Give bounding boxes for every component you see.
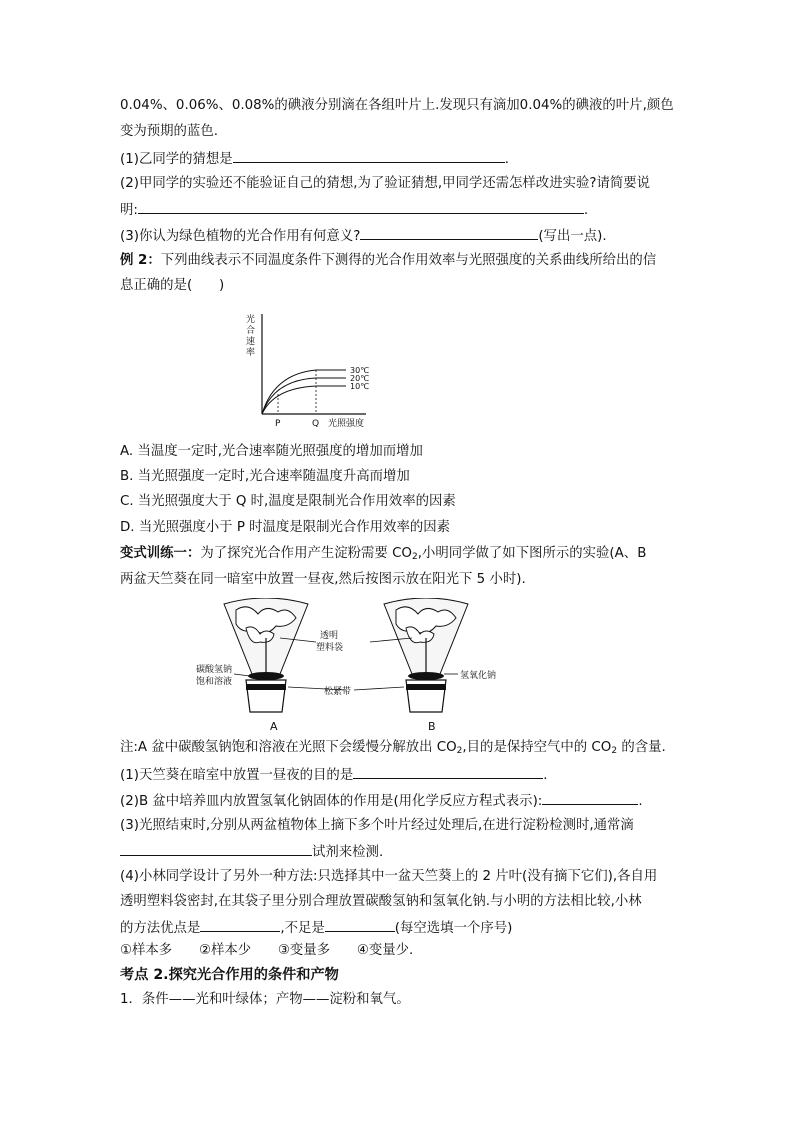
question-text: (2)B 盆中培养皿内放置氢氧化钠固体的作用是(用化学反应方程式表示): <box>120 794 543 809</box>
option-b[interactable]: B. 当光照强度一定时,光合速率随温度升高而增加 <box>120 469 410 484</box>
subscript: 2 <box>456 746 463 756</box>
note-line <box>120 738 666 761</box>
paragraph-line: 变为预期的蓝色. <box>120 124 218 139</box>
variant-label: 变式训练一： <box>120 546 201 561</box>
variant-question-4-line2: 透明塑料袋密封,在其袋子里分别合理放置碳酸氢钠和氢氧化钠.与小明的方法相比较,小林 <box>120 894 642 909</box>
option-a[interactable]: A. 当温度一定时,光合速率随光照强度的增加而增加 <box>120 444 423 459</box>
dish-a <box>248 672 284 680</box>
variant-question-3-line1: (3)光照结束时,分别从两盆植物体上摘下多个叶片经过处理后,在进行淀粉检测时,通常滴 <box>120 818 634 833</box>
answer-blank[interactable] <box>325 917 395 932</box>
question-text: (每空选填一个序号) <box>394 921 513 936</box>
solution-label-2: 饱和溶液 <box>196 677 233 687</box>
variant-question-3-line2 <box>120 841 383 863</box>
subscript: 2 <box>411 552 418 562</box>
label-20c: 20℃ <box>350 374 370 383</box>
light-intensity-chart <box>240 308 370 434</box>
seal-band-a <box>246 684 286 690</box>
question-2-line2 <box>120 199 588 221</box>
paragraph-line: 0.04%、0.06%、0.08%的碘液分别滴在各组叶片上.发现只有滴加0.04%的碘液的叶片,颜色 <box>120 98 674 113</box>
question-1-text: (1)乙同学的猜想是 <box>120 152 233 167</box>
answer-blank[interactable] <box>200 917 280 932</box>
y-axis-label-char: 合 <box>246 326 256 336</box>
question-text: 的方法优点是 <box>120 921 201 936</box>
q-label: Q <box>312 419 320 429</box>
punct: . <box>504 152 509 167</box>
label-30c: 30℃ <box>350 366 370 375</box>
y-axis-label-char: 速 <box>246 337 256 347</box>
question-2-line1: (2)甲同学的实验还不能验证自己的猜想,为了验证猜想,甲同学还需怎样改进实验?请简要说 <box>120 176 651 191</box>
leader-solution <box>234 674 250 676</box>
y-axis-label-char: 光 <box>246 315 256 325</box>
variant-question-2 <box>120 790 643 812</box>
variant-line2: 两盆天竺葵在同一暗室中放置一昼夜,然后按图示放在阳光下 5 小时). <box>120 572 526 587</box>
answer-choices: ①样本多 ②样本少 ③变量多 ④变量少. <box>120 943 414 958</box>
punct: (写出一点). <box>538 229 607 244</box>
answer-blank[interactable] <box>120 841 312 856</box>
pot-b-label: B <box>428 720 436 733</box>
example-text: 下列曲线表示不同温度条件下测得的光合作用效率与光照强度的关系曲线所给出的信 <box>160 253 657 268</box>
bag-label-2: 塑料袋 <box>316 643 344 653</box>
question-text: ,不足是 <box>280 921 325 936</box>
variant-question-1 <box>120 764 547 786</box>
question-text: (1)天竺葵在暗室中放置一昼夜的目的是 <box>120 768 354 783</box>
note-text: 注:A 盆中碳酸氢钠饱和溶液在光照下会缓慢分解放出 CO <box>120 740 457 755</box>
answer-blank[interactable] <box>138 199 584 214</box>
question-3 <box>120 225 607 247</box>
curve-20c <box>262 378 346 414</box>
variant-question-4-line1: (4)小林同学设计了另外一种方法:只选择其中一盆天竺葵上的 2 片叶(没有摘下它们),各自用 <box>120 869 658 884</box>
question-2-text: 明: <box>120 203 138 218</box>
leader-seal-b <box>354 687 404 690</box>
answer-blank[interactable] <box>360 225 538 240</box>
subscript: 2 <box>611 746 618 756</box>
seal-band-b <box>406 684 446 690</box>
note-text: ,目的是保持空气中的 CO <box>462 740 612 755</box>
variant-question-4-line3 <box>120 917 512 939</box>
section-heading: 考点 2.探究光合作用的条件和产物 <box>120 967 339 983</box>
answer-blank[interactable] <box>542 790 638 805</box>
question-1 <box>120 148 509 170</box>
punct: . <box>543 768 548 783</box>
x-axis-label: 光照强度 <box>328 419 365 429</box>
answer-blank[interactable] <box>233 148 505 163</box>
plant-experiment-figure <box>196 598 516 736</box>
p-label: P <box>275 419 281 429</box>
variant-text: ,小明同学做了如下图所示的实验(A、B <box>417 546 647 561</box>
variant-line1 <box>120 544 646 567</box>
note-text: 的含量. <box>617 740 666 755</box>
y-axis-label-char: 率 <box>246 348 256 358</box>
pot-a-label: A <box>270 720 278 733</box>
question-text: 试剂来检测. <box>312 845 384 860</box>
option-c[interactable]: C. 当光照强度大于 Q 时,温度是限制光合作用效率的因素 <box>120 494 456 509</box>
option-d[interactable]: D. 当光照强度小于 P 时温度是限制光合作用效率的因素 <box>120 520 451 535</box>
question-3-text: (3)你认为绿色植物的光合作用有何意义? <box>120 229 361 244</box>
variant-text: 为了探究光合作用产生淀粉需要 CO <box>200 546 412 561</box>
curve-30c <box>262 370 346 414</box>
label-10c: 10℃ <box>350 382 370 391</box>
naoh-label: 氢氧化钠 <box>460 671 497 681</box>
answer-blank[interactable] <box>353 764 543 779</box>
seal-label: 松紧带 <box>324 687 352 697</box>
dish-b <box>408 672 444 680</box>
solution-label: 碳酸氢钠 <box>196 665 233 675</box>
section-item-1: 1．条件——光和叶绿体；产物——淀粉和氧气。 <box>120 992 410 1007</box>
punct: . <box>583 203 589 218</box>
example-label: 例 2： <box>120 253 161 268</box>
example-2-line1 <box>120 251 656 271</box>
example-2-line2: 息正确的是( ) <box>120 278 225 293</box>
punct: . <box>638 794 643 809</box>
bag-label: 透明 <box>320 631 339 641</box>
